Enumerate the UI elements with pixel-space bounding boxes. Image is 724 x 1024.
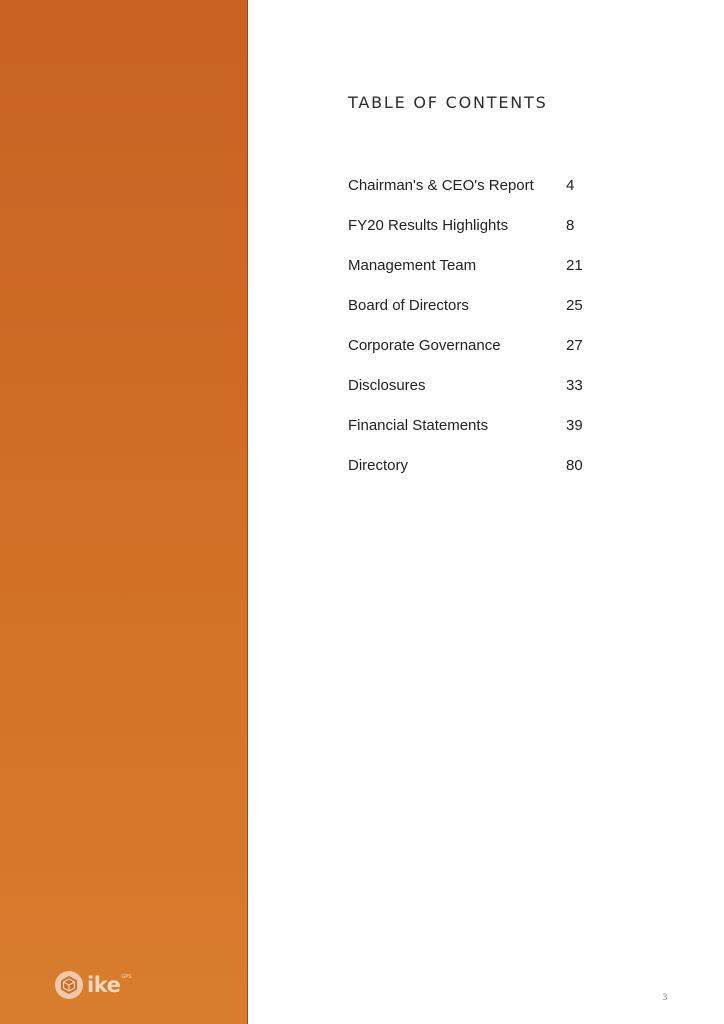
toc-entry[interactable] [348,376,608,416]
toc-entry-label: FY20 Results Highlights [348,217,509,234]
toc-entry-label: Board of Directors [348,297,469,314]
toc-title: TABLE OF CONTENTS [348,93,548,112]
toc-entry-label: Financial Statements [348,417,489,434]
toc-entry[interactable] [348,336,608,376]
toc-entry[interactable] [348,176,608,216]
toc-entry-label: Chairman's & CEO's Report [348,177,534,194]
toc-entry-label: Management Team [348,257,477,274]
toc-entry[interactable] [348,216,608,256]
toc-entry-page: 25 [566,297,583,314]
toc-entry-page: 33 [566,377,583,394]
toc-entry-page: 4 [566,177,575,194]
toc-entry-label: Directory [348,457,409,474]
toc-entry[interactable] [348,456,608,496]
company-logo [54,970,131,1000]
toc-entry-page: 27 [566,337,583,354]
toc-entry-label: Disclosures [348,377,426,394]
page-number: 3 [662,993,668,1003]
toc-entry[interactable] [348,416,608,456]
toc-entry-page: 39 [566,417,583,434]
logo-wordmark: ike [87,972,121,997]
toc-list [348,176,608,496]
orange-side-panel [0,0,248,1024]
toc-entry[interactable] [348,256,608,296]
toc-entry-page: 8 [566,217,575,234]
toc-entry[interactable] [348,296,608,336]
hexagon-cube-logo-icon [54,970,84,1000]
toc-entry-label: Corporate Governance [348,337,501,354]
toc-entry-page: 21 [566,257,583,274]
toc-entry-page: 80 [566,457,583,474]
logo-superscript: GPS [121,974,132,980]
